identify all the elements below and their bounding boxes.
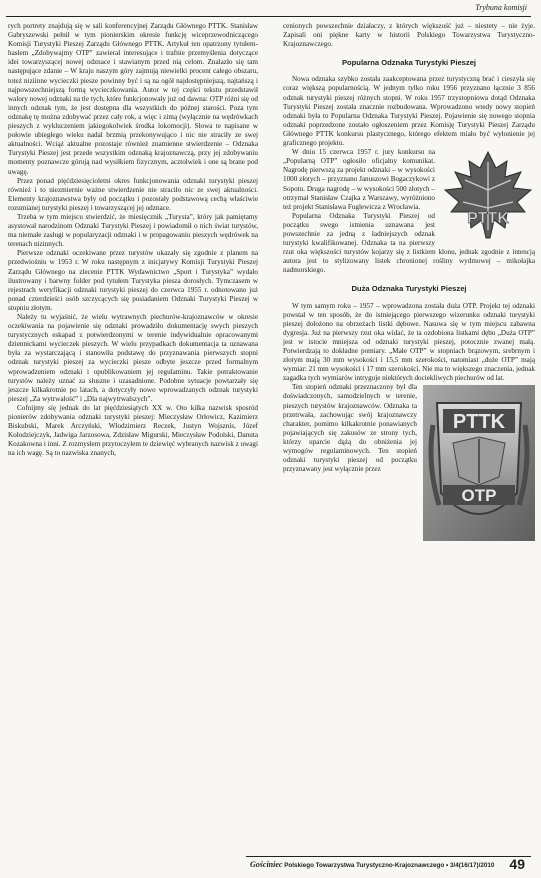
footer-masthead: Gościniec Polskiego Towarzystwa Turystyczno-Krajoznawczego • 3/4(16/17)/2010 <box>250 860 495 869</box>
paragraph: Trzeba w tym miejscu stwierdzić, że miesięcznik „Turysta”, który jak pamiętamy asystował narodzinom Odznaki Turystyki Pieszej i powiadomił o nich świat turystów, ma niemałe zasługi w popularyzacji odznaki i w propagowaniu pieszych wędrówek na terenach nizinnych. <box>8 212 258 249</box>
paragraph: Przez ponad pięćdziesięcioletni okres funkcjonowania odznaki turystyki pieszej również i to niezmiernie ważne stwierdzenie nie straciło nic ze swej aktualności. Elementy krajoznawstwa były od początku i pozostały podstawową cechą właściwie rozumianej turystyki pieszej i towarzyszącej jej odznace. <box>8 176 258 212</box>
section-title: Trybuna komisji <box>475 3 527 12</box>
paragraph: W tym samym roku – 1957 – wprowadzona została duża OTP. Projekt tej odznaki powstał w ten sposób, że do istniejącego pierwszego wizerunku odznaki turystyki pieszej dołożono na obrzeżach listki dębowe. Nasuwa się w tym miejscu zabawna dygresja. Już na pierwszy rzut oka widać, że ta ozdobiona listkami dębu „Duża OTP” jest w istocie mniejsza od odznaki turystyki pieszej, potocznie zwanej małą. Potwierdzają to dokładne pomiary. „Małe OTP” w stopniach brązowym, srebrnym i złotym mają 30 mm wysokości i 15,5 mm szerokości, natomiast „duże OTP” mają wymiar: 21 mm wysokości i 17 mm szerokości. Nie ma to większego znaczenia, jednak zagadka tych wymiarów intryguje niektórych dociekliwych piechurów od lat. <box>283 301 535 383</box>
badge-top-lettering: PTTK <box>452 411 506 434</box>
popular-otp-badge-image <box>441 150 535 240</box>
paragraph: Nowa odznaka szybko została zaakceptowana przez turystyczną brać i cieszyła się coraz większą popularnością. W jednym tylko roku 1956 przyznano łącznie 3 856 odznak turystyki pieszej różnych stopni. W roku 1957 trzystopniowa dotąd Odznaka Turystyki Pieszej została znacznie rozbudowana. Wprowadzono wtedy nowy stopień odznaki była to Popularna Odznaka Turystyki Pieszej. Pojawienie się nowego stopnia odznaki poprzedzone zostało ogłoszeniem przez Komisję Turystyki Pieszej Zarządu Głównego PTTK konkursu plastycznego, którego efektem miało być wyłonienie jej graficznego projektu. <box>283 75 535 148</box>
paragraph: Ten stopień odznaki przeznaczony był dla doświadczonych, samodzielnych w terenie, pieszych turystów krajoznawców. Odznaka ta przetrwała, zachowując swój krajoznawczy charakter, pomimo kilkakrotnie ponawianych pojawiających się zakusów ze strony tych, którzy uparcie dążą do obniżenia jej wymogów regulaminowych. Ten stopień odznaki turystyki pieszej od początku przyznawany jest wyłącznie przez <box>283 383 417 474</box>
large-otp-badge-image <box>423 385 535 541</box>
badge-lettering: PTTK <box>467 210 509 228</box>
issue-number: 3/4(16/17)/2010 <box>449 862 495 869</box>
left-column <box>8 22 258 459</box>
paragraph: Pierwsze odznaki oczekiwane przez turystów ukazały się zgodnie z planem na przedwiośniu w 1953 r. W roku następnym z inicjatywy Komisji Turystyki Pieszej Zarządu Głównego na zlecenie PTTK Wydawnictwo „Sport i Turystyka” wydało ilustrowany i barwny folder pod tytułem Turystyka piesza dorosłych. Tymczasem w rejestrach weryfikacji odznaki turystyki pieszej do czerwca 1955 r. odnotowano już ponad czterdzieści osób szczycących się posiadaniem Odznaki Turystyki Pieszej w stopniu złotym. <box>8 249 258 312</box>
page-header <box>6 2 531 17</box>
paragraph: W dniu 15 czerwca 1957 r. jury konkursu na „Popularną OTP” ogłosiło oficjalny komunikat. Nagrodę pierwszą za projekt odznaki – w wysokości 1000 złotych – przyznano Januszowi Bogaczykowi z Sopotu. Druga nagrodę – w wysokości 500 złotych – otrzymał Stanisław Czajka z Warszawy, wyróżniono też projekt Stanisława Fuglewicza z Wrocławia. <box>283 148 435 211</box>
paragraph: cenionych powszechnie działaczy, z których większość już – niestety – nie żyje. Zapisali oni piękne karty w historii Polskiego Towarzystwa Turystyczno-Krajoznawczego. <box>283 22 535 49</box>
page-number: 49 <box>509 856 525 872</box>
right-column <box>283 22 535 543</box>
page-footer <box>246 856 531 872</box>
subheading: Duża Odznaka Turystyki Pieszej <box>351 284 467 294</box>
paragraph: Należy tu wyjaśnić, że wielu wytrawnych piechurów-krajoznawców w okresie oczekiwania na pojawienie się odznaki prowadziło dokumentację swych pieszych turystycznych eskapad z potwierdzonymi w terenie indywidualnie opracowanymi dziennickami wycieczek pieszych. W wielu przypadkach dokumentacja ta uznawana była za wystarczającą i stanowiła podstawę do przyznawania pierwszych stopni odznak turystyki pieszej za wycieczki piesze odbyte jeszcze przed formalnym wprowadzeniem odznaki i opublikowaniem jej regulaminu. Takie potraktowanie turystów należy uznać za słuszne i uzasadnione. Podobne sytuacje powtarzały się jeszcze kilkakrotnie po latach, a dotyczyły nowo wprowadzanych odznak turystyki pieszej „Za wytrwałość” i „Dla najwytrwalszych”. <box>8 313 258 403</box>
subheading: Popularna Odznaka Turystyki Pieszej <box>341 58 477 68</box>
badge-bottom-lettering: OTP <box>461 486 497 506</box>
magazine-name: Gościniec <box>250 860 283 869</box>
paragraph: Cofnijmy się jednak do lat pięćdziesiątych XX w. Oto kilka nazwisk sposród pionierów zdobywania odznaki turystyki pieszej: Mieczysław Orłowicz, Kazimierz Biskubski, Marek Arczyński, Włodzimierz Reczek, Justyn Wojsznis, Józef Kołodziejczyk, Jadwiga Jarzosowa, Zdzisław Migurski, Mieczysław Podolski, Danuta Kozakowna i inni. Z rozmysłem przytoczyłem te dziewięć wybranych nazwisk z uwagi na ich wagę. Są to nazwiska znanych, <box>8 403 258 458</box>
paragraph: Popularna Odznaka Turystyki Pieszej od początku swego istnienia uznawana jest powszechnie za jedną z ładniejszych odznak turystyki kwalifikowanej. Odznaka ta na pierwszy rzut oka większości turystów kojarzy się z listkiem klonu, jednak zgodnie z intencją autora jest to stylizowany listek chronionej rośliny wydmowej – mikołajka nadmorskiego. <box>283 211 535 275</box>
publisher-name: Polskiego Towarzystwa Turystyczno-Krajoznawczego <box>284 862 445 869</box>
paragraph: rych portrety znajdują się w sali konferencyjnej Zarządu Głównego PTTK. Stanisław Gabryszewski pełnił w tym pionierskim okresie funkcję wiceprzewodniczącego Komisji Turystyki Pieszej Zarządu Głównego PTTK. Artykuł ten opatrzony tytułem-hasłem „Zdobywajmy OTP” zawierał interesujące i trafnie przemyślenia dotyczące idei towarzyszącej nowej odznace i stawianym przed nią celom. Znalazło się tam następujące zdanie – W kraju naszym góry zajmują niewielki procent całego obszaru, toteż niziinne wycieczki piesze powinny być i są na ogół najdostępniejszą, najtańszą i najpowszechniejszą formą wycieczkowania. Autor w tej części tekstu przedstawił walory nowej odznaki na tle tych, które funkcjonowały już od dawna: OTP różni się od innych odznak tym, że jest dostępna dla wszystkich do późnej starości. Poza tym odznakę tę można zdobywać przez cały rok, a więc i zimą (wyłącznie na wędrówkach pieszych z wykluczeniem jakiegokolwiek środka lokomocji). Słowa te napisane w połowie ubiegłego wieku nadal brzmią przekonywująco i nic nie straciły ze swej aktualności. Wciąż aktualne pozostaje również znamienne stwierdzenie – Odznaka Turystyki Pieszej jest przede wszystkim odznaką krajoznawczą, przy jej zdobywaniu momenty poznawcze górują nad wysiłkiem fizycznym, acztolwiek i one są brane pod uwagę. <box>8 22 258 176</box>
